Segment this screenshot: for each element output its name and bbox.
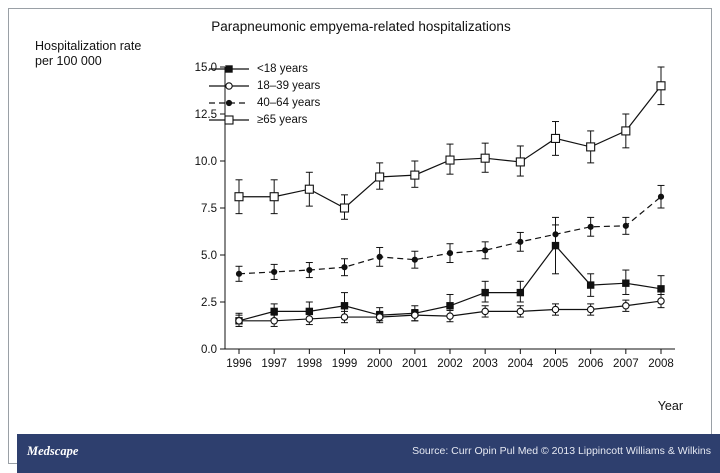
svg-text:2007: 2007 [613, 358, 639, 370]
chart-panel [8, 8, 712, 464]
legend-marker-filled-square-icon [207, 63, 251, 75]
legend-label: 18–39 years [257, 79, 321, 92]
svg-text:0.0: 0.0 [201, 344, 217, 356]
svg-text:1997: 1997 [261, 358, 287, 370]
legend-item [207, 95, 320, 110]
chart-legend [207, 61, 320, 129]
legend-item [207, 78, 320, 93]
svg-text:10.0: 10.0 [194, 156, 217, 168]
svg-text:5.0: 5.0 [201, 250, 217, 262]
y-axis-label: Hospitalization rate per 100 000 [35, 39, 142, 68]
svg-text:2006: 2006 [577, 358, 604, 370]
chart-area [9, 9, 713, 417]
svg-text:2002: 2002 [437, 358, 463, 370]
svg-text:12.5: 12.5 [194, 109, 217, 121]
source-credit: Source: Curr Opin Pul Med © 2013 Lippincott Williams & Wilkins [412, 445, 711, 457]
legend-item [207, 112, 320, 127]
legend-marker-open-square-icon [207, 114, 251, 126]
legend-label: ≥65 years [257, 113, 308, 126]
svg-text:1999: 1999 [331, 358, 358, 370]
svg-text:2004: 2004 [507, 358, 534, 370]
svg-text:2001: 2001 [402, 358, 428, 370]
svg-text:2003: 2003 [472, 358, 498, 370]
x-axis-label: Year [657, 399, 683, 413]
chart-title: Parapneumonic empyema-related hospitalizations [211, 19, 511, 34]
svg-text:2005: 2005 [542, 358, 569, 370]
legend-marker-filled-circle-icon [207, 97, 251, 109]
svg-text:2.5: 2.5 [201, 297, 217, 309]
legend-marker-open-circle-icon [207, 80, 251, 92]
svg-text:15.0: 15.0 [194, 62, 217, 74]
legend-label: <18 years [257, 62, 308, 75]
svg-text:1998: 1998 [296, 358, 323, 370]
footer-bar [17, 434, 720, 473]
svg-text:7.5: 7.5 [201, 203, 217, 215]
svg-text:2008: 2008 [648, 358, 674, 370]
brand-label: Medscape [27, 444, 79, 458]
legend-item [207, 61, 320, 76]
svg-text:1996: 1996 [226, 358, 252, 370]
legend-label: 40–64 years [257, 96, 321, 109]
svg-text:2000: 2000 [366, 358, 393, 370]
